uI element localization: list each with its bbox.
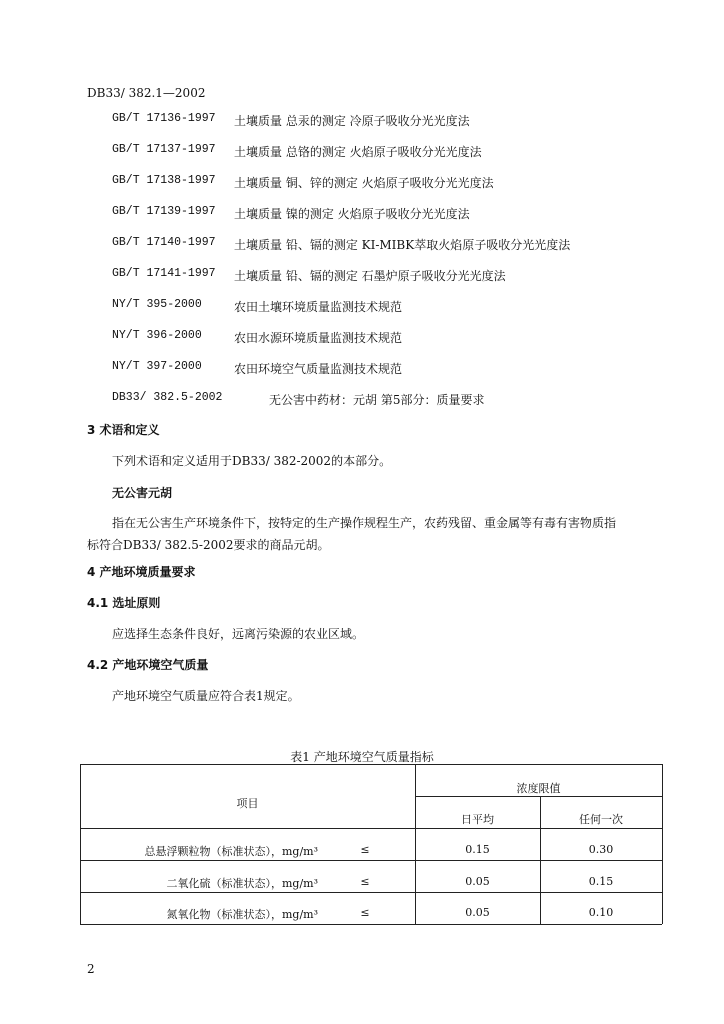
reference-title: 土壤质量 铅、镉的测定 石墨炉原子吸收分光光度法 [234, 269, 506, 283]
table-border [662, 764, 663, 924]
table-rule [415, 796, 662, 797]
table-cell-item: 氮氧化物（标准状态），mg/m³ [166, 908, 318, 921]
reference-code: GB/T 17141-1997 [112, 267, 216, 280]
reference-code: GB/T 17136-1997 [112, 112, 216, 125]
reference-title: 农田土壤环境质量监测技术规范 [234, 300, 403, 314]
reference-code: GB/T 17140-1997 [112, 236, 216, 249]
table-cell-item: 二氧化硫（标准状态），mg/m³ [166, 877, 318, 890]
reference-title: 土壤质量 铜、锌的测定 火焰原子吸收分光光度法 [234, 176, 494, 190]
subsection-heading: 4.1 选址原则 [87, 596, 161, 610]
table-cell-any: 0.10 [588, 906, 614, 919]
reference-code: GB/T 17137-1997 [112, 143, 216, 156]
reference-title: 土壤质量 铅、镉的测定 KI-MIBK萃取火焰原子吸收分光光度法 [234, 238, 571, 252]
document-code-header: DB33/ 382.1—2002 [87, 86, 206, 100]
table-rule [80, 828, 662, 829]
definition-text: 指在无公害生产环境条件下，按特定的生产操作规程生产，农药残留、重金属等有毒有害物质指 [112, 516, 617, 530]
subsection-heading: 4.2 产地环境空气质量 [87, 658, 209, 672]
table-border [80, 924, 662, 925]
reference-code: NY/T 396-2000 [112, 329, 202, 342]
table-cell-any: 0.15 [588, 875, 614, 888]
table-header-any: 任何一次 [579, 813, 623, 826]
body-text: 产地环境空气质量应符合表1规定。 [112, 689, 300, 703]
table-header-limit: 浓度限值 [516, 782, 561, 795]
table-caption: 表1 产地环境空气质量指标 [290, 750, 434, 764]
table-header-daily: 日平均 [461, 813, 494, 826]
reference-title: 土壤质量 总汞的测定 冷原子吸收分光光度法 [234, 114, 470, 128]
table-cell-daily: 0.15 [465, 843, 490, 856]
table-rule [80, 892, 662, 893]
term-heading: 无公害元胡 [112, 486, 173, 500]
table-border [80, 764, 81, 924]
reference-title: 土壤质量 镍的测定 火焰原子吸收分光光度法 [234, 207, 470, 221]
table-border [80, 764, 662, 765]
reference-code: GB/T 17138-1997 [112, 174, 216, 187]
section-heading: 4 产地环境质量要求 [87, 565, 196, 579]
table-cell-op: ≤ [360, 843, 370, 856]
table-cell-op: ≤ [360, 875, 370, 888]
section-heading: 3 术语和定义 [87, 423, 160, 437]
reference-title: 无公害中药材：元胡 第5部分：质量要求 [269, 393, 485, 407]
body-text: 下列术语和定义适用于DB33/ 382-2002的本部分。 [112, 454, 392, 468]
definition-text: 标符合DB33/ 382.5-2002要求的商品元胡。 [87, 538, 330, 552]
table-cell-op: ≤ [360, 906, 370, 919]
table-cell-any: 0.30 [588, 843, 614, 856]
air-quality-table [80, 764, 662, 924]
table-cell-daily: 0.05 [465, 906, 490, 919]
reference-code: DB33/ 382.5-2002 [112, 391, 223, 404]
table-rule [80, 860, 662, 861]
reference-title: 农田环境空气质量监测技术规范 [234, 362, 403, 376]
reference-title: 农田水源环境质量监测技术规范 [234, 331, 403, 345]
reference-code: GB/T 17139-1997 [112, 205, 216, 218]
reference-code: NY/T 395-2000 [112, 298, 202, 311]
table-header-item: 项目 [236, 797, 259, 810]
table-cell-daily: 0.05 [465, 875, 490, 888]
table-cell-item: 总悬浮颗粒物（标准状态），mg/m³ [144, 845, 318, 858]
reference-title: 土壤质量 总铬的测定 火焰原子吸收分光光度法 [234, 145, 482, 159]
page-number: 2 [87, 962, 95, 976]
body-text: 应选择生态条件良好，远离污染源的农业区域。 [112, 627, 365, 641]
reference-code: NY/T 397-2000 [112, 360, 202, 373]
